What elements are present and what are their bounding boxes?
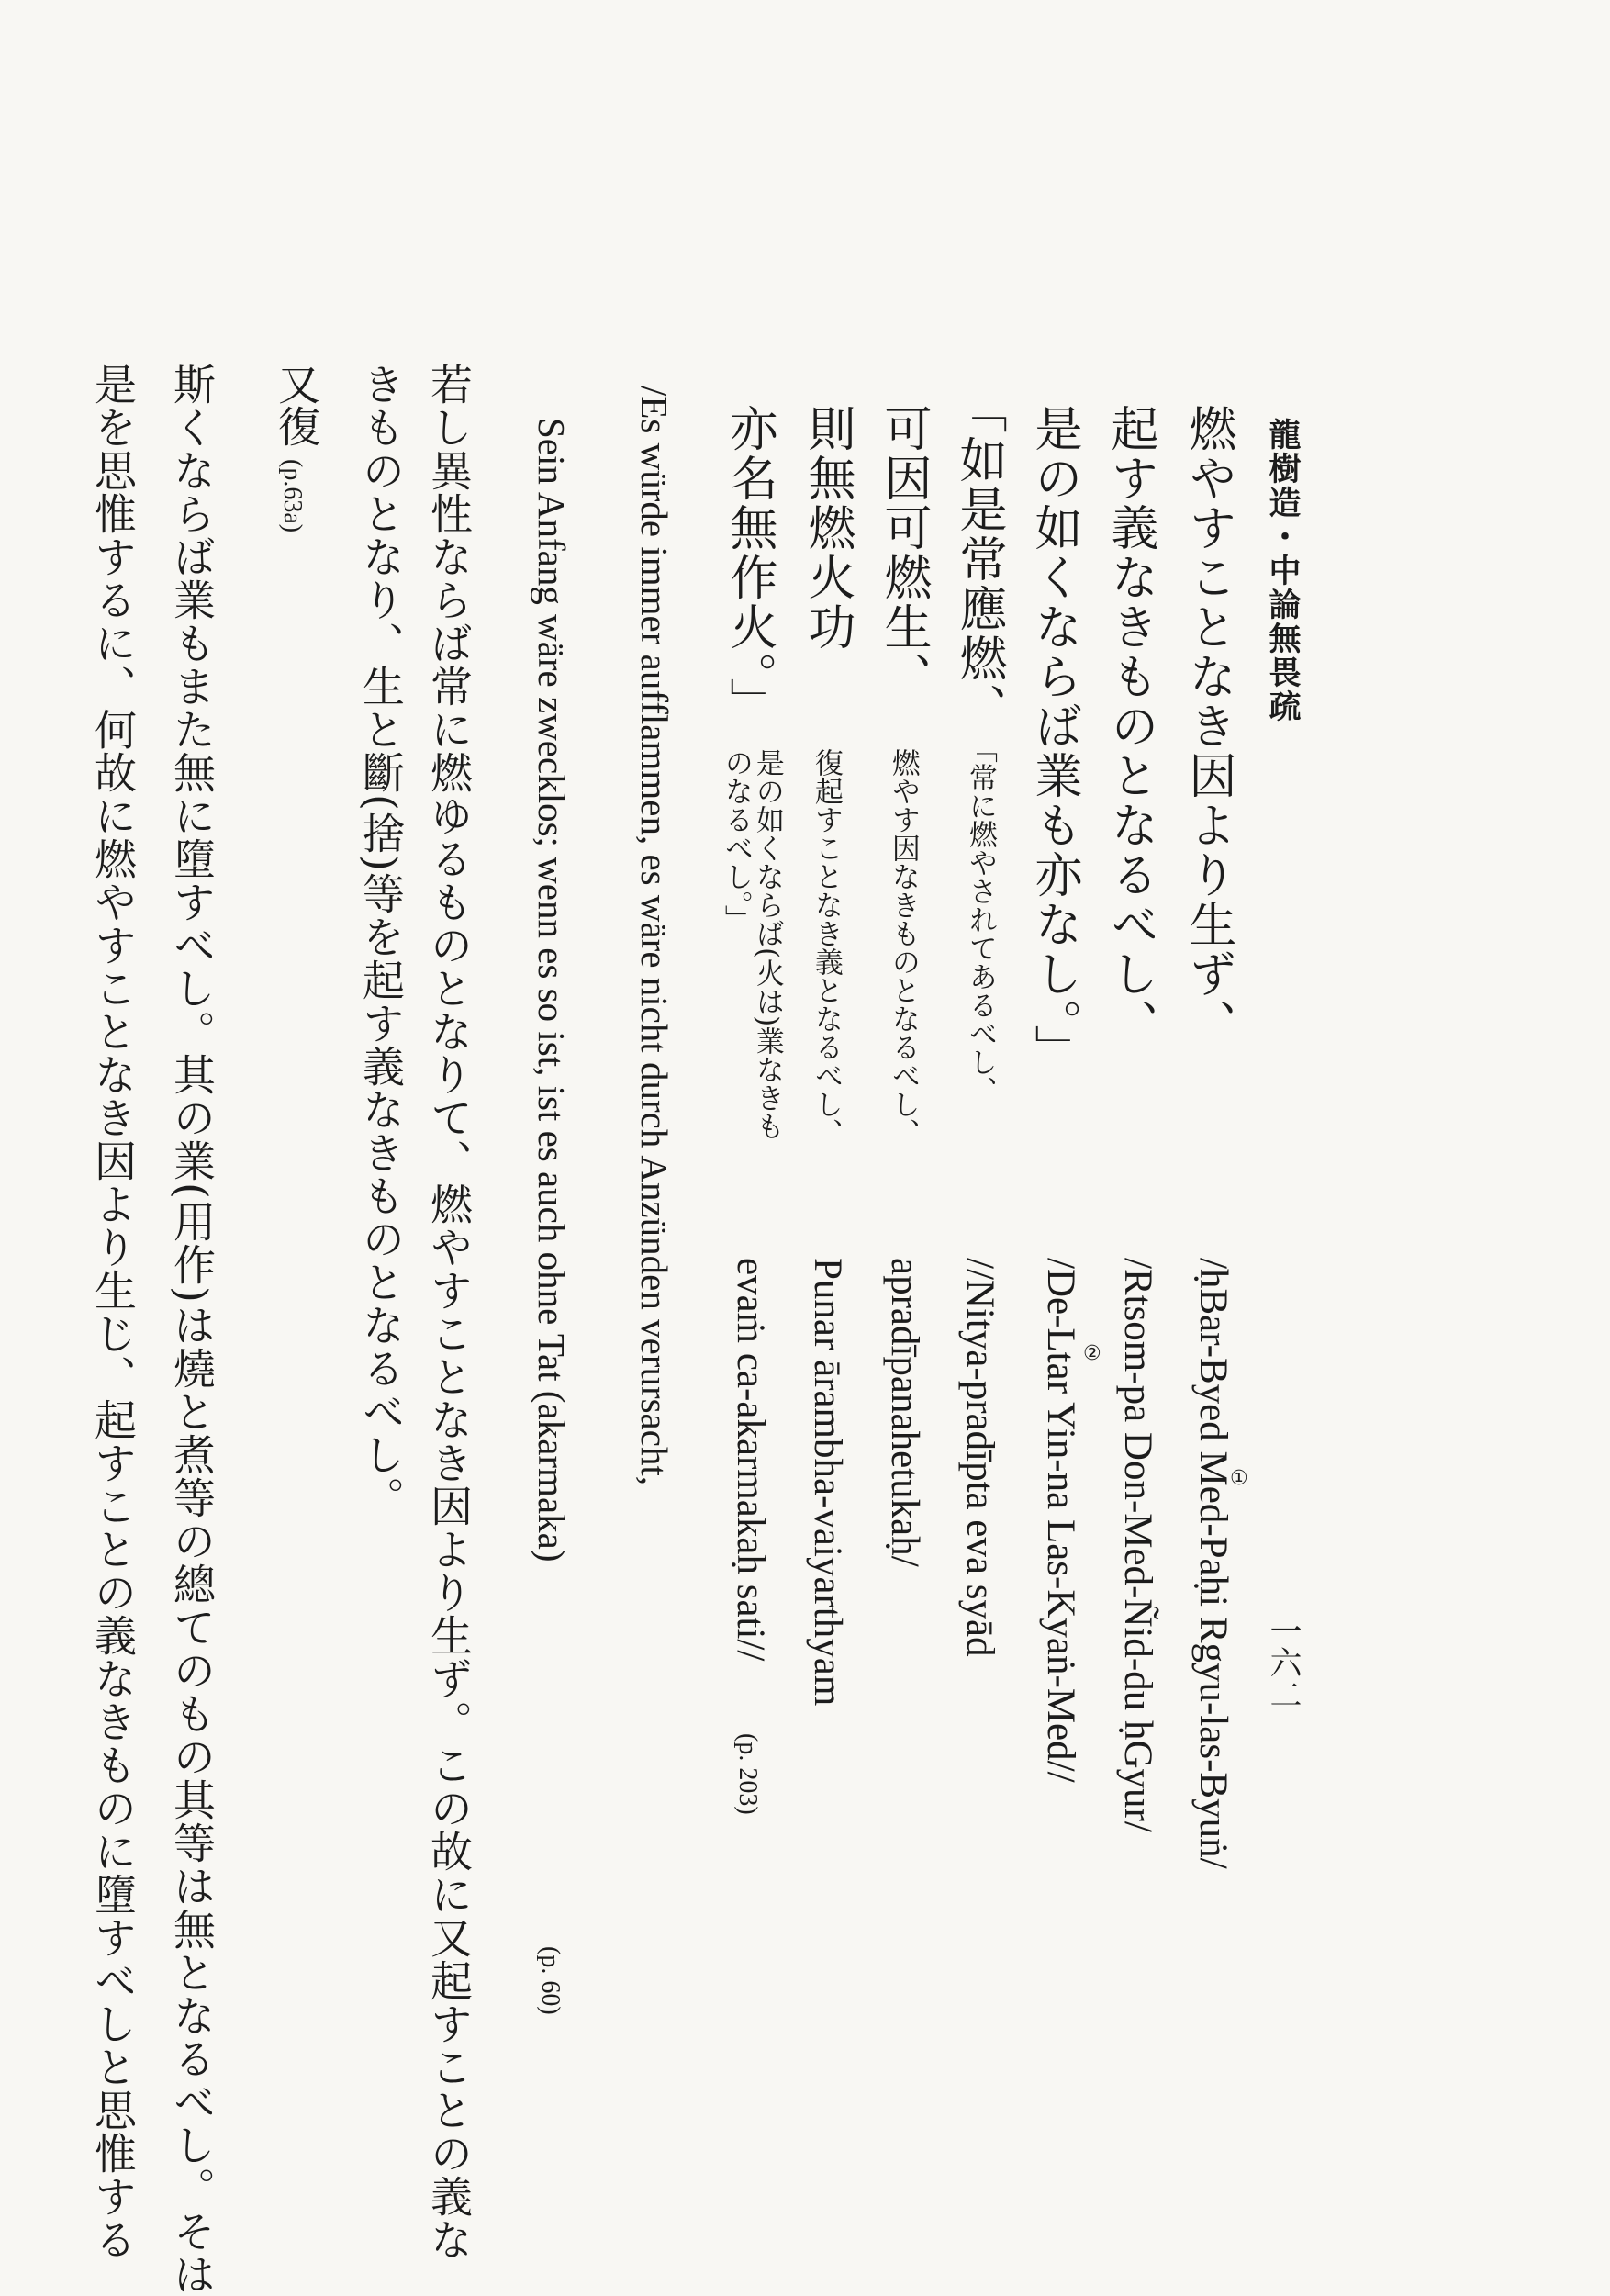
gloss-line-4a: 是の如くならば(火は)業なきも bbox=[750, 748, 784, 1141]
gloss-line-2: 燃やす因なきものとなるべし、 bbox=[886, 748, 920, 1147]
running-title: 龍樹造・中論無畏疏 bbox=[1264, 418, 1302, 723]
commentary-line-1: 若し異性ならば常に燃ゆるものとなりて、燃やすことなき因より生ず。この故に又起すことの義な bbox=[424, 363, 474, 2261]
chinese-verse-line-1: 「如是常應燃、 bbox=[951, 386, 1006, 733]
commentary-line-3-ref: (p.63a) bbox=[278, 459, 307, 533]
chinese-verse-line-2: 可因可燃生、 bbox=[876, 404, 931, 701]
chinese-verse-line-3: 則無燃火功 bbox=[799, 404, 855, 652]
japanese-verse-line-1: 燃やすことなき因より生ず、 bbox=[1180, 404, 1235, 1048]
gloss-line-3: 復起すことなき義となるべし、 bbox=[809, 748, 843, 1147]
japanese-verse-line-3: 是の如くならば業も亦なし。」 bbox=[1026, 404, 1081, 1074]
tibetan-line-1: /ḥBar-Byed Med-Paḥi Rgyu-las-Byuṅ/ bbox=[1191, 1258, 1235, 1869]
sanskrit-line-2: apradīpanahetukaḥ/ bbox=[883, 1258, 926, 1567]
japanese-verse-line-2: 起す義なきものとなるべし、 bbox=[1102, 404, 1157, 1048]
footnote-marker-2: ② bbox=[1083, 1342, 1101, 1365]
sanskrit-line-4: evaṁ ca-akarmakaḥ sati// bbox=[729, 1258, 772, 1662]
tibetan-line-2: /Rtsom-pa Don-Med-Ñid-du ḥGyur/ bbox=[1116, 1258, 1159, 1832]
sanskrit-line-3: Punar ārambha-vaiyarthyam bbox=[806, 1258, 849, 1707]
gloss-line-4b: のなるべし。」 bbox=[719, 748, 753, 934]
sanskrit-page-ref: (p. 203) bbox=[733, 1733, 762, 1815]
sanskrit-line-1: //Nitya-pradīpta eva syād bbox=[958, 1258, 1001, 1657]
commentary-line-5: 是を思惟するに、何故に燃やすことなき因より生じ、起すことの義なきものに墮すべしと思惟する bbox=[88, 363, 138, 2261]
commentary-line-3: 又復 bbox=[272, 363, 321, 447]
german-page-ref: (p. 60) bbox=[536, 1946, 565, 2015]
footnote-marker-1: ① bbox=[1230, 1467, 1248, 1490]
gloss-line-1: 「常に燃やされてあるべし、 bbox=[963, 734, 997, 1104]
commentary-line-4: 斯くならば業もまた無に墮すべし。其の業(用作)は燒と煮等の總てのもの其等は無となるべし。そは bbox=[167, 363, 217, 2296]
german-line-2: Sein Anfang wäre zwecklos; wenn es so ist, ist es auch ohne Tat (akarmaka) bbox=[531, 418, 573, 1562]
chinese-verse-line-4: 亦名無作火。」 bbox=[721, 404, 777, 727]
page-number: 一六二 bbox=[1265, 1614, 1302, 1710]
german-line-1: /Es würde immer aufflammen, es wäre nicht durch Anzünden verursacht, bbox=[633, 386, 676, 1486]
tibetan-line-3: /De-Ltar Yin-na Las-Kyaṅ-Med// bbox=[1039, 1258, 1082, 1783]
commentary-line-2: きものとなり、生と斷(捨)等を起す義なきものとなるべし。 bbox=[356, 363, 406, 1519]
